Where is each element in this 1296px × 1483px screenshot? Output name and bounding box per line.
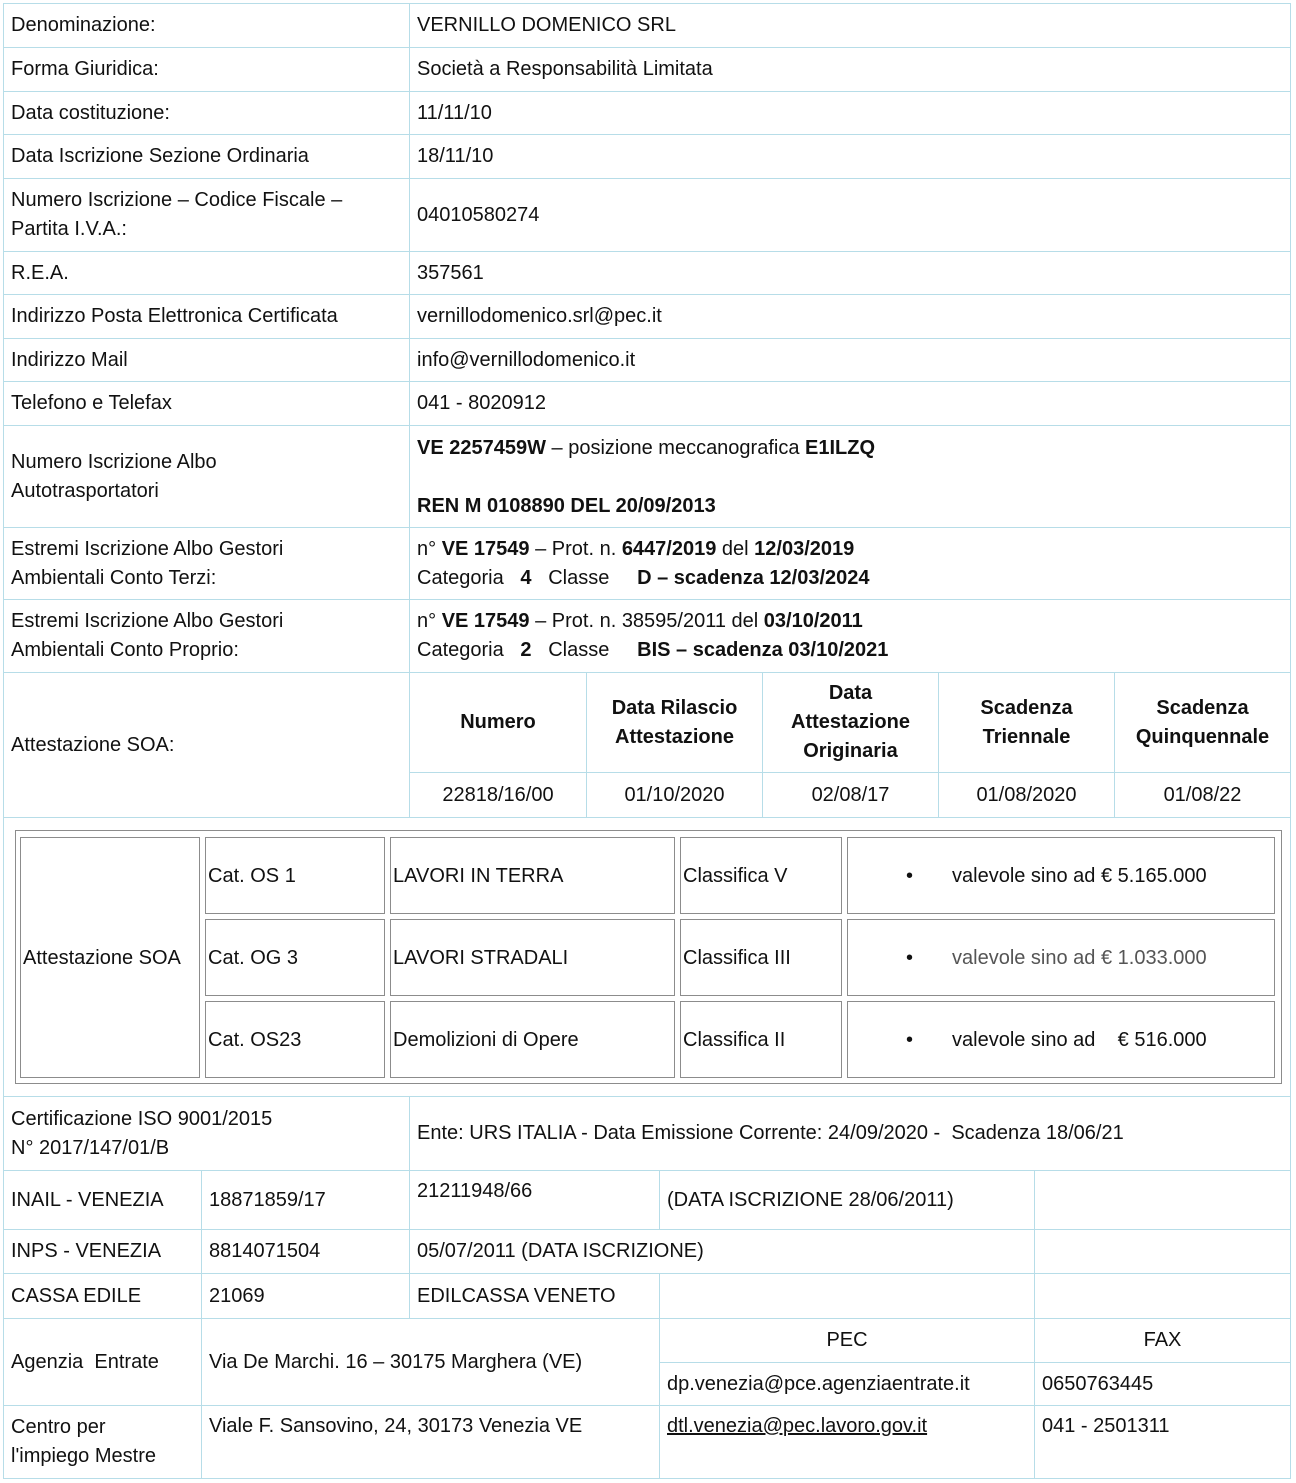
label-pec (3, 294, 410, 339)
soa-cat-code (205, 837, 385, 914)
cat-text: Cat. OS23 (208, 1028, 302, 1051)
label-text: Numero Iscrizione Albo (11, 450, 217, 473)
cat-value: 4 (520, 567, 532, 589)
header-text: Attestazione (615, 725, 734, 748)
prot-pre: – Prot. n. (529, 538, 622, 560)
label-text: Telefono e Telefax (11, 392, 172, 414)
cls-label: Classe (548, 567, 610, 589)
header-text: Data Rilascio (611, 696, 738, 719)
label-telefono (3, 381, 410, 426)
prot-pre: – Prot. n. 38595/2011 del (529, 610, 764, 632)
soa-cat-desc (390, 1001, 675, 1078)
label-text: Certificazione ISO 9001/2015 (11, 1107, 273, 1130)
label-text: Indirizzo Mail (11, 348, 128, 371)
label-text: R.E.A. (11, 261, 69, 284)
del-text: del (716, 538, 755, 560)
value-text: 01/08/2020 (976, 783, 1077, 806)
value-text: info@vernillodomenico.it (417, 348, 636, 371)
cls-value: BIS – scadenza 03/10/2021 (637, 639, 889, 661)
label-text: Data costituzione: (11, 101, 170, 124)
label-inail (3, 1170, 202, 1230)
soa-cat-classifica (680, 1001, 842, 1078)
value-telefono (409, 381, 1291, 426)
albo-ren: REN M 0108890 DEL 20/09/2013 (417, 495, 716, 517)
soa-header-triennale (938, 672, 1115, 773)
bullet-icon: • (906, 864, 914, 887)
header-text: Originaria (803, 740, 898, 762)
inail-c3 (659, 1170, 1035, 1230)
val-text: valevole sino ad € 516.000 (952, 1028, 1207, 1051)
value-rea (409, 251, 1291, 295)
value-iso (409, 1096, 1291, 1171)
cassa-c2 (409, 1273, 660, 1319)
cat-text: Cat. OS 1 (208, 864, 296, 887)
bullet-icon: • (906, 946, 914, 969)
value-text: 0650763445 (1042, 1372, 1154, 1395)
soa-value-data-originaria (762, 772, 939, 818)
value-text: 01/08/22 (1163, 783, 1242, 806)
value-text: 041 - 8020912 (417, 392, 547, 414)
cls-text: Classifica II (683, 1028, 786, 1051)
cat-label: Categoria (417, 639, 504, 661)
value-text: dp.venezia@pce.agenziaentrate.it (667, 1372, 970, 1395)
prot-date: 03/10/2011 (763, 610, 863, 632)
value-text: 041 - 2501311 (1042, 1415, 1170, 1437)
label-mail (3, 338, 410, 382)
label-text: INPS - VENEZIA (11, 1240, 162, 1262)
soa-cat-label (20, 837, 200, 1078)
n-sign: n° (417, 538, 437, 560)
value-text: 02/08/17 (811, 783, 890, 806)
value-albo-auto (409, 425, 1291, 528)
agenzia-fax (1034, 1362, 1291, 1406)
label-codice-fiscale (3, 178, 410, 252)
cls-label: Classe (548, 639, 610, 661)
agenzia-pec (659, 1362, 1035, 1406)
value-text: 21069 (209, 1284, 265, 1307)
soa-value-numero (409, 772, 587, 818)
header-text: Scadenza (980, 696, 1073, 719)
value-text: Via De Marchi. 16 – 30175 Marghera (VE) (209, 1350, 583, 1373)
label-text: Estremi Iscrizione Albo Gestori (11, 610, 284, 632)
value-codice-fiscale (409, 178, 1291, 252)
cat-value: 2 (520, 639, 532, 661)
label-text: Centro per (11, 1416, 106, 1438)
label-attestazione-soa (3, 672, 410, 818)
centro-address (201, 1405, 660, 1479)
val-text: valevole sino ad € 5.165.000 (952, 864, 1207, 887)
cat-label: Categoria (417, 567, 504, 589)
soa-value-triennale (938, 772, 1115, 818)
header-text: Numero (460, 711, 536, 733)
label-text: CASSA EDILE (11, 1284, 142, 1307)
label-text: N° 2017/147/01/B (11, 1136, 170, 1159)
value-text: 11/11/10 (417, 101, 492, 124)
value-text: 357561 (417, 261, 484, 284)
value-text: vernillodomenico.srl@pec.it (417, 305, 662, 327)
label-text: Data Iscrizione Sezione Ordinaria (11, 145, 309, 167)
label-text: Partita I.V.A.: (11, 218, 127, 240)
value-text: Ente: URS ITALIA - Data Emissione Corrente: 24/09/2020 - Scadenza 18/06/21 (417, 1122, 1124, 1144)
soa-cat-code (205, 919, 385, 996)
cls-text: Classifica III (683, 946, 791, 969)
label-text: Attestazione SOA: (11, 733, 175, 756)
inail-empty (1034, 1170, 1291, 1230)
value-text: 21211948/66 (417, 1180, 533, 1202)
cls-text: Classifica V (683, 864, 788, 887)
label-data-iscrizione (3, 134, 410, 179)
label-text: Autotrasportatori (11, 479, 159, 502)
label-rea (3, 251, 410, 295)
value-albo-proprio (409, 599, 1291, 673)
cassa-c1 (201, 1273, 410, 1319)
header-text: PEC (826, 1329, 868, 1351)
cat-text: Cat. OG 3 (208, 946, 299, 969)
prot-num: 6447/2019 (621, 538, 717, 560)
inps-c1 (201, 1229, 410, 1274)
label-text: Denominazione: (11, 14, 156, 36)
header-text: Triennale (982, 725, 1071, 748)
desc-text: Demolizioni di Opere (393, 1028, 579, 1051)
soa-header-quinquennale (1114, 672, 1291, 773)
inail-c1 (201, 1170, 410, 1230)
inail-c2 (409, 1170, 660, 1230)
agenzia-pec-header (659, 1318, 1035, 1363)
agenzia-address (201, 1318, 660, 1406)
label-text: Numero Iscrizione – Codice Fiscale – (11, 189, 343, 211)
soa-cat-valore (847, 1001, 1275, 1078)
centro-tel (1034, 1405, 1291, 1479)
label-text: INAIL - VENEZIA (11, 1188, 164, 1211)
label-centro-impiego (3, 1405, 202, 1479)
inps-c2 (409, 1229, 1035, 1274)
label-text: l'impiego Mestre (11, 1445, 156, 1467)
value-text: 01/10/2020 (624, 783, 725, 806)
value-text: (DATA ISCRIZIONE 28/06/2011) (667, 1188, 954, 1211)
value-data-costituzione (409, 91, 1291, 135)
header-text: Attestazione (791, 711, 910, 733)
centro-pec (659, 1405, 1035, 1479)
albo-dash: – posizione meccanografica (545, 437, 806, 459)
value-text: 18/11/10 (417, 145, 494, 167)
value-text: 22818/16/00 (442, 783, 554, 806)
header-text: FAX (1143, 1329, 1182, 1351)
cassa-empty (659, 1273, 1035, 1319)
desc-text: LAVORI IN TERRA (393, 864, 564, 887)
value-text: 18871859/17 (209, 1188, 326, 1211)
header-text: Data (828, 682, 873, 704)
label-cassa-edile (3, 1273, 202, 1319)
label-text: Forma Giuridica: (11, 58, 159, 80)
cassa-empty (1034, 1273, 1291, 1319)
albo-code: VE 2257459W (417, 437, 546, 459)
label-agenzia-entrate (3, 1318, 202, 1406)
label-albo-terzi (3, 527, 410, 600)
label-denominazione (3, 3, 410, 48)
soa-cat-valore (847, 919, 1275, 996)
label-albo-proprio (3, 599, 410, 673)
value-forma-giuridica (409, 47, 1291, 92)
soa-cat-classifica (680, 837, 842, 914)
albo-num: VE 17549 (441, 538, 530, 560)
value-pec (409, 294, 1291, 339)
soa-cat-valore (847, 837, 1275, 914)
label-text: Agenzia Entrate (11, 1350, 159, 1373)
header-text: Quinquennale (1135, 725, 1270, 748)
value-data-iscrizione (409, 134, 1291, 179)
soa-header-data-rilascio (586, 672, 763, 773)
label-text: Ambientali Conto Proprio: (11, 639, 239, 661)
n-sign: n° (417, 610, 437, 632)
value-text: VERNILLO DOMENICO SRL (417, 14, 676, 36)
label-forma-giuridica (3, 47, 410, 92)
soa-cat-desc (390, 837, 675, 914)
value-text: 8814071504 (209, 1240, 321, 1262)
desc-text: LAVORI STRADALI (393, 946, 569, 969)
value-text: 05/07/2011 (DATA ISCRIZIONE) (417, 1240, 704, 1262)
label-text: Estremi Iscrizione Albo Gestori (11, 537, 284, 560)
header-text: Scadenza (1156, 696, 1249, 719)
soa-value-quinquennale (1114, 772, 1291, 818)
label-text: Indirizzo Posta Elettronica Certificata (11, 305, 338, 327)
val-text: valevole sino ad € 1.033.000 (952, 946, 1207, 969)
value-albo-terzi (409, 527, 1291, 600)
value-mail (409, 338, 1291, 382)
bullet-icon: • (906, 1028, 914, 1051)
prot-date: 12/03/2019 (754, 538, 855, 560)
soa-value-data-rilascio (586, 772, 763, 818)
soa-cat-classifica (680, 919, 842, 996)
inps-empty (1034, 1229, 1291, 1274)
cls-value: D – scadenza 12/03/2024 (637, 567, 870, 589)
label-inps (3, 1229, 202, 1274)
label-albo-auto (3, 425, 410, 528)
soa-header-numero (409, 672, 587, 773)
albo-num: VE 17549 (441, 610, 530, 632)
label-iso (3, 1096, 410, 1171)
value-text: 04010580274 (417, 203, 540, 226)
albo-pos: E1ILZQ (805, 437, 876, 459)
label-data-costituzione (3, 91, 410, 135)
label-text: Ambientali Conto Terzi: (11, 566, 217, 589)
centro-pec-link[interactable]: dtl.venezia@pec.lavoro.gov.it (667, 1415, 928, 1437)
value-text: Società a Responsabilità Limitata (417, 58, 713, 80)
agenzia-fax-header (1034, 1318, 1291, 1363)
value-text: EDILCASSA VENETO (417, 1284, 616, 1307)
soa-header-data-originaria (762, 672, 939, 773)
soa-cat-code (205, 1001, 385, 1078)
value-text: Viale F. Sansovino, 24, 30173 Venezia VE (209, 1415, 583, 1437)
value-denominazione (409, 3, 1291, 48)
label-text: Attestazione SOA (23, 946, 181, 969)
soa-cat-desc (390, 919, 675, 996)
